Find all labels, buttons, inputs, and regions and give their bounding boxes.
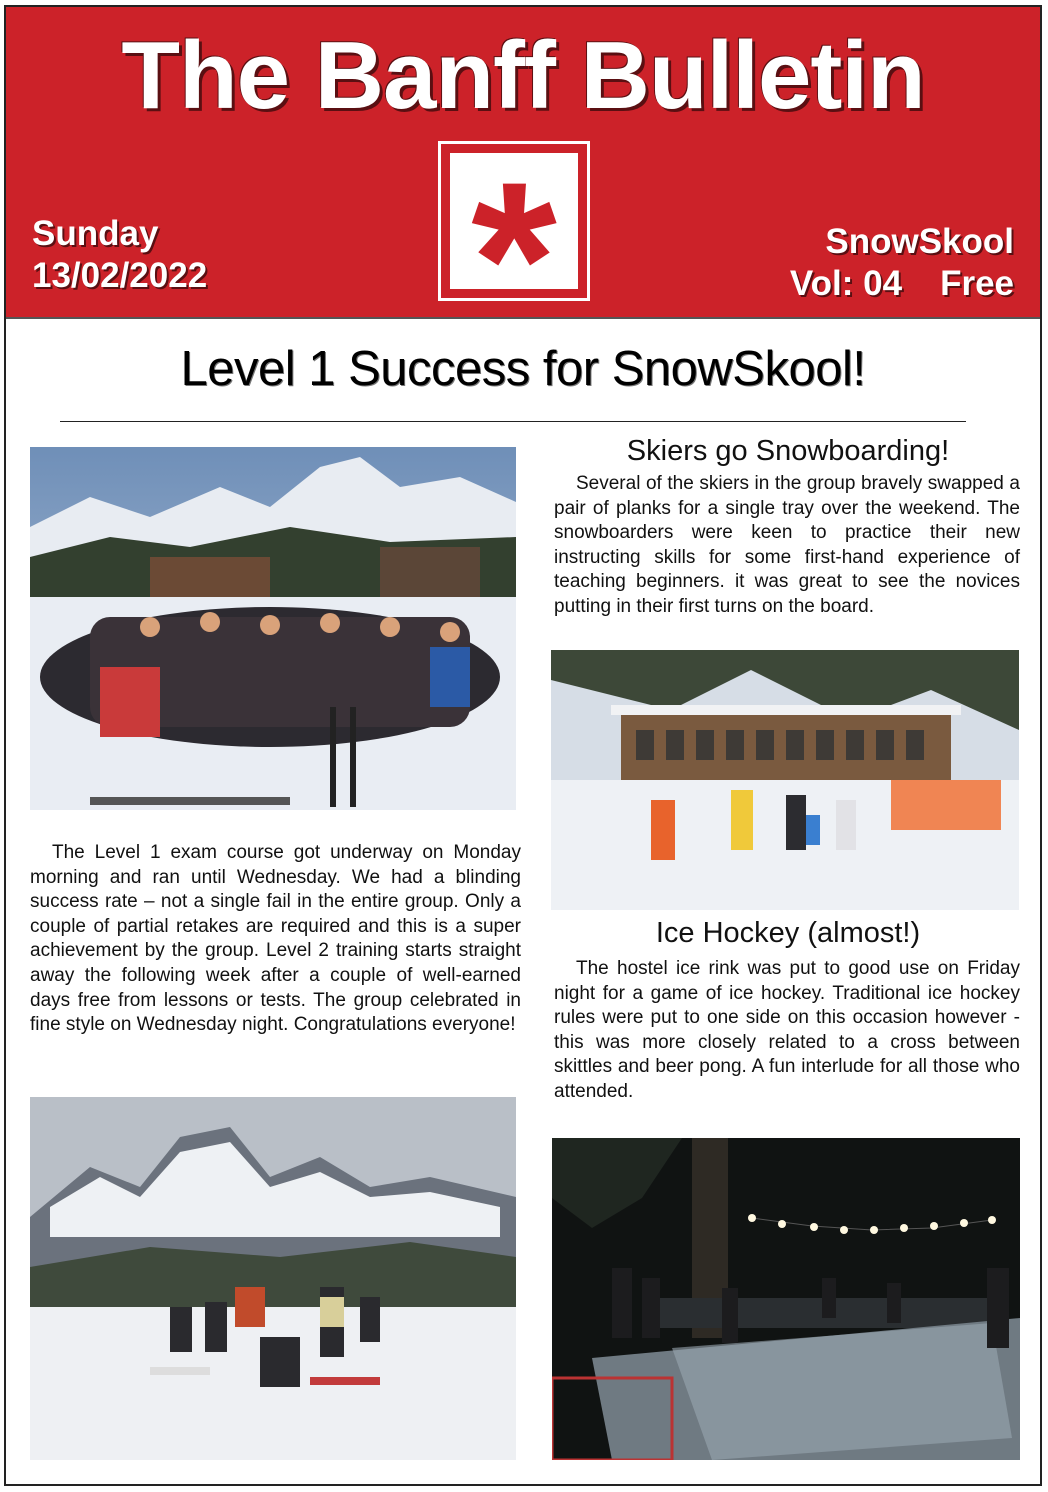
headline-divider xyxy=(60,421,966,422)
page-headline: Level 1 Success for SnowSkool! xyxy=(180,342,866,396)
hockey-article-title: Ice Hockey (almost!) xyxy=(655,917,921,949)
asterisk-logo-icon xyxy=(438,136,590,382)
volume-number: Vol: 04 xyxy=(789,264,903,303)
newsletter-page xyxy=(4,5,1042,1486)
group-photo-ski-village xyxy=(30,447,516,810)
ice-rink-night-photo xyxy=(552,1138,1020,1460)
main-article-body: The Level 1 exam course got underway on Monday morning and ran until Wednesday. We had a blinding success rate – not a single fail in the entire group. Only a couple of partial retakes are required and this is a super achievement by the group. Level 2 training starts straight away the following week after a couple of well-earned days free from lessons or tests. The group celebrated in fine style on Wednesday night. Congratulations everyone! xyxy=(30,842,521,1036)
logo-glyph: * xyxy=(471,136,557,382)
newsletter-title: The Banff Bulletin xyxy=(121,22,925,129)
snowboard-article-body: Several of the skiers in the group bravely swapped a pair of planks for a single tray over the weekend. The snowboarders were keen to practice their new instructing skills for some first-hand experience of teaching beginners. it was great to see the novices putting in their first turns on the board. xyxy=(554,473,1020,617)
issue-day: Sunday xyxy=(32,214,159,253)
issue-date-block xyxy=(32,213,207,297)
snowboard-lesson-photo xyxy=(551,650,1019,910)
snowboard-article-title: Skiers go Snowboarding! xyxy=(626,435,950,467)
publication-name: SnowSkool xyxy=(825,222,1014,261)
snowboarders-slope-photo xyxy=(30,1097,516,1460)
issue-date: 13/02/2022 xyxy=(32,256,208,295)
issue-info-block xyxy=(790,221,1014,305)
price-label: Free xyxy=(940,264,1014,303)
hockey-article-body: The hostel ice rink was put to good use on Friday night for a game of ice hockey. Traditional ice hockey rules were put to one side on this occasion however - this was more closely related to a cross between skittles and beer pong. A fun interlude for all those who attended. xyxy=(554,958,1020,1102)
